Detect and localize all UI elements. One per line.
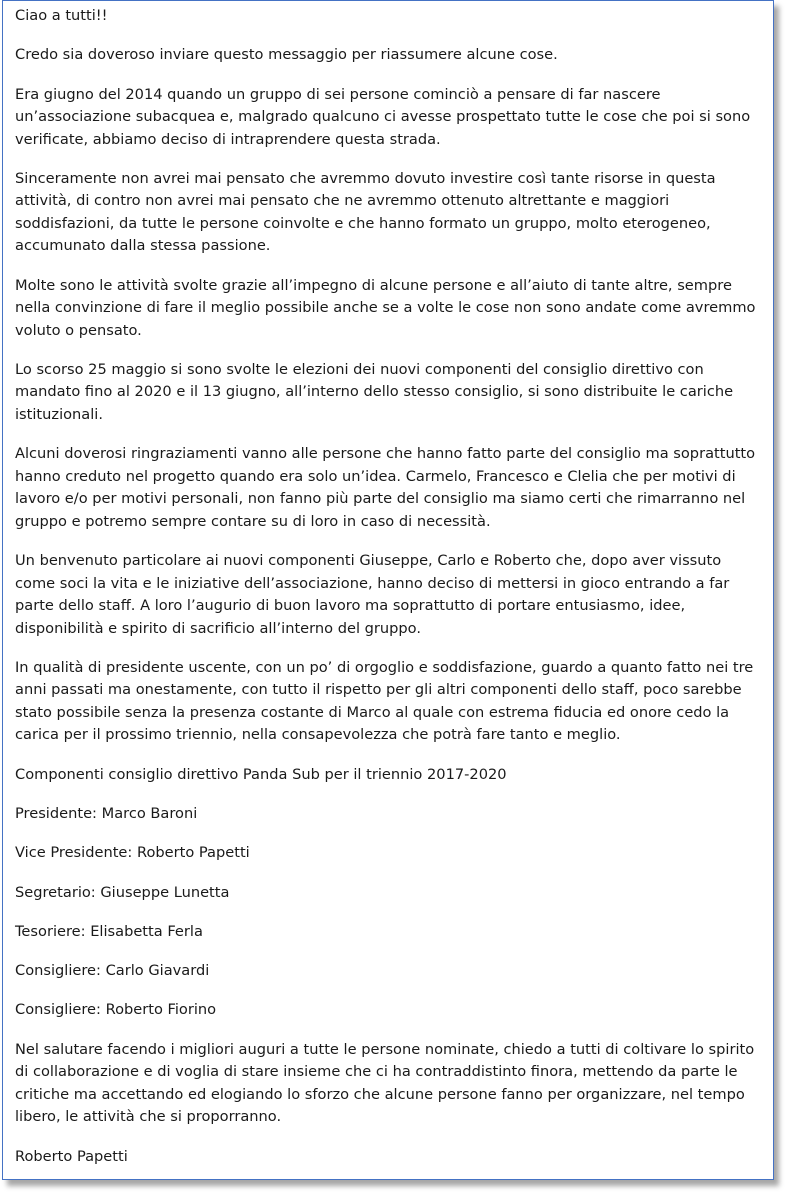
paragraph-resources: Sinceramente non avrei mai pensato che avremmo dovuto investire così tante risorse in questa attività, di contro non avrei mai pensato che ne avremmo ottenuto altrettante e maggiori soddisfazioni, da tutte le persone coinvolte e che hanno formato un gruppo, molto eterogeneo, accumunato dalla stessa passione.	[15, 169, 716, 255]
board-member-treasurer: Tesoriere: Elisabetta Ferla	[15, 922, 203, 940]
paragraph-welcome: Un benvenuto particolare ai nuovi componenti Giuseppe, Carlo e Roberto che, dopo aver vissuto come soci la vita e le iniziative dell’associazione, hanno deciso di mettersi in gioco entrando a far parte dello staff. A loro l’augurio di buon lavoro ma soprattutto di portare entusiasmo, idee, disponibilità e spirito di sacrificio all’interno del gruppo.	[15, 552, 730, 637]
paragraph-history: Era giugno del 2014 quando un gruppo di sei persone cominciò a pensare di far nascere un’associazione subacquea e, malgrado qualcuno ci avesse prospettato tutte le cose che poi si sono verificate, abbiamo deciso di intraprendere questa strada.	[15, 85, 751, 148]
board-title: Componenti consiglio direttivo Panda Sub per il triennio 2017-2020	[15, 765, 507, 783]
closing-paragraph: Nel salutare facendo i migliori auguri a tutte le persone nominate, chiedo a tutti di coltivare lo spirito di collaborazione e di voglia di stare insieme che ci ha contraddistinto finora, mettendo da parte le critiche ma accettando ed elogiando lo sforzo che alcune persone fanno per organizzare, nel tempo libero, le attività che si proporranno.	[15, 1040, 755, 1126]
board-member-councillor-1: Consigliere: Carlo Giavardi	[15, 962, 210, 980]
paragraph-thanks: Alcuni doverosi ringraziamenti vanno alle persone che hanno fatto parte del consiglio ma soprattutto hanno creduto nel progetto quando era solo un’idea. Carmelo, Francesco e Clelia che per motivi di lavoro e/o per motivi personali, non fanno più parte del consiglio ma siamo certi che rimarranno nel gruppo e potremo sempre contare su di loro in caso di necessità.	[15, 445, 756, 530]
paragraph-president: In qualità di presidente uscente, con un po’ di orgoglio e soddisfazione, guardo a quanto fatto nei tre anni passati ma onestamente, con tutto il rispetto per gli altri componenti dello staff, poco sarebbe stato possibile senza la presenza costante di Marco al quale con estrema fiducia ed onore cedo la carica per il prossimo triennio, nella consapevolezza che potrà fare tanto e meglio.	[15, 658, 754, 744]
board-member-president: Presidente: Marco Baroni	[15, 804, 198, 822]
board-member-secretary: Segretario: Giuseppe Lunetta	[15, 883, 230, 901]
paragraph-elections: Lo scorso 25 maggio si sono svolte le elezioni dei nuovi componenti del consiglio direttivo con mandato fino al 2020 e il 13 giugno, all’interno dello stesso consiglio, si sono distribuite le cariche istituzionali.	[15, 360, 734, 423]
greeting: Ciao a tutti!!	[15, 7, 108, 24]
board-member-councillor-2: Consigliere: Roberto Fiorino	[15, 1001, 217, 1019]
board-member-vice-president: Vice Presidente: Roberto Papetti	[15, 844, 250, 862]
paragraph-intro: Credo sia doveroso inviare questo messaggio per riassumere alcune cose.	[15, 46, 558, 64]
letter-page	[2, 0, 774, 1180]
paragraph-activities: Molte sono le attività svolte grazie all’impegno di alcune persone e all’aiuto di tante altre, sempre nella convinzione di fare il meglio possibile anche se a volte le cose non sono andate come avremmo voluto o pensato.	[15, 276, 756, 339]
signature: Roberto Papetti	[15, 1147, 128, 1165]
